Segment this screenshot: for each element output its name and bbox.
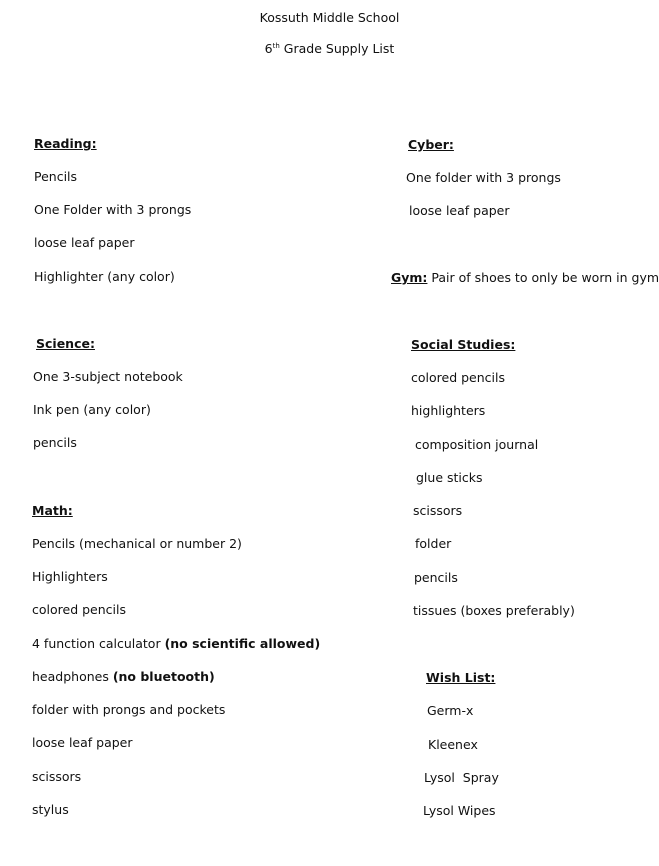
social-studies-item: tissues (boxes preferably) bbox=[413, 603, 575, 618]
reading-item: Pencils bbox=[34, 169, 78, 184]
page-title bbox=[0, 41, 659, 57]
math-heading: Math: bbox=[32, 503, 73, 518]
social-studies-item: glue sticks bbox=[416, 470, 483, 485]
school-name: Kossuth Middle School bbox=[259, 10, 400, 25]
math-item-calculator bbox=[32, 636, 320, 652]
gym-text: Pair of shoes to only be worn in gym bbox=[431, 270, 659, 285]
cyber-heading: Cyber: bbox=[408, 137, 454, 152]
list-title: Grade Supply List bbox=[283, 41, 395, 56]
social-studies-item: composition journal bbox=[415, 437, 539, 452]
headphones-text: headphones bbox=[32, 669, 113, 684]
reading-item: Highlighter (any color) bbox=[34, 269, 175, 284]
social-studies-item: pencils bbox=[414, 570, 458, 585]
social-studies-heading: Social Studies: bbox=[411, 337, 516, 352]
wish-list-item: Lysol Spray bbox=[424, 770, 499, 785]
social-studies-item: colored pencils bbox=[411, 370, 505, 385]
wish-list-item: Lysol Wipes bbox=[423, 803, 496, 818]
math-item: Highlighters bbox=[32, 569, 108, 584]
math-item-headphones bbox=[32, 669, 215, 685]
science-item: Ink pen (any color) bbox=[33, 402, 151, 417]
wish-list-item: Kleenex bbox=[428, 737, 478, 752]
math-item: folder with prongs and pockets bbox=[32, 702, 226, 717]
math-item: Pencils (mechanical or number 2) bbox=[32, 536, 242, 551]
social-studies-item: folder bbox=[415, 536, 452, 551]
science-heading: Science: bbox=[36, 336, 95, 351]
wish-list-heading: Wish List: bbox=[426, 670, 496, 685]
gym-heading: Gym: bbox=[391, 270, 428, 285]
grade-number: 6 bbox=[264, 41, 273, 56]
math-item: colored pencils bbox=[32, 602, 126, 617]
social-studies-item: highlighters bbox=[411, 403, 486, 418]
grade-suffix: th bbox=[272, 42, 280, 50]
reading-heading: Reading: bbox=[34, 136, 97, 151]
wish-list-item: Germ-x bbox=[427, 703, 474, 718]
cyber-item: loose leaf paper bbox=[409, 203, 510, 218]
science-item: One 3-subject notebook bbox=[33, 369, 183, 384]
social-studies-item: scissors bbox=[413, 503, 463, 518]
cyber-item: One folder with 3 prongs bbox=[406, 170, 561, 185]
reading-item: One Folder with 3 prongs bbox=[34, 202, 192, 217]
calculator-text: 4 function calculator bbox=[32, 636, 165, 651]
math-item: stylus bbox=[32, 802, 69, 817]
reading-item: loose leaf paper bbox=[34, 235, 135, 250]
science-item: pencils bbox=[33, 435, 77, 450]
math-item: scissors bbox=[32, 769, 82, 784]
calculator-note: (no scientific allowed) bbox=[164, 636, 321, 651]
gym-line bbox=[391, 270, 659, 286]
math-item: loose leaf paper bbox=[32, 735, 133, 750]
headphones-note: (no bluetooth) bbox=[112, 669, 215, 684]
